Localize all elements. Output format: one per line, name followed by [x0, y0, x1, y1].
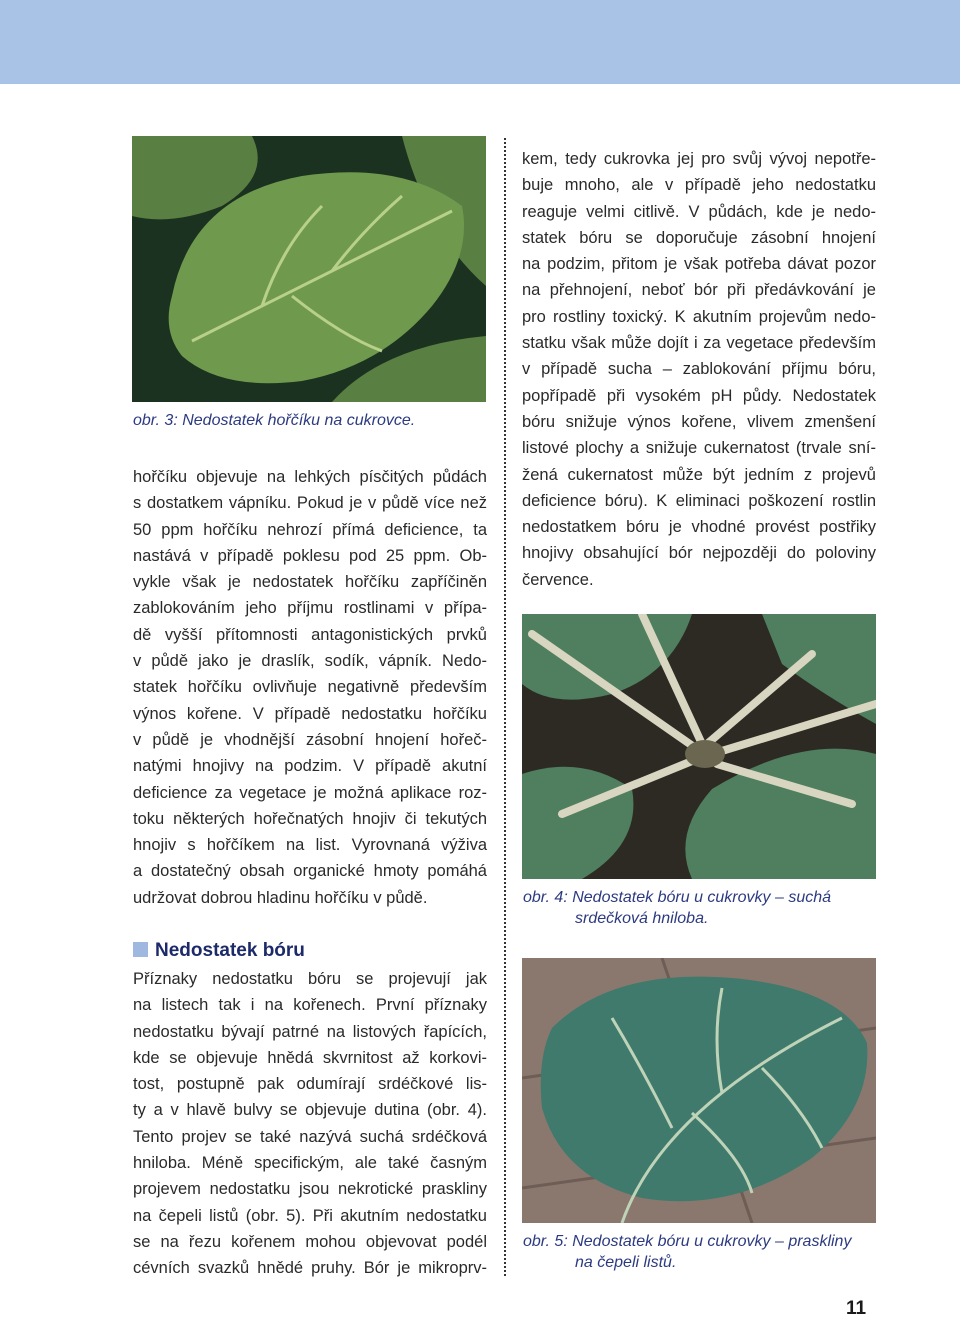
text-line: se na řezu kořenem mohou objevovat podél [133, 1232, 487, 1251]
text-line: vykle však je nedostatek hořčíku zapříčiněn [133, 573, 487, 592]
text-line: cévních svazků hnědé pruhy. Bór je mikroprv- [133, 1259, 487, 1278]
page-number: 11 [846, 1298, 867, 1319]
text-line: buje mnoho, ale v případě jeho nedostatku [522, 176, 876, 195]
text-line: hnojivy obsahující bór nejpozději do poloviny [522, 544, 876, 563]
boron-paragraph [133, 966, 487, 1282]
text-line: v půdě je vhodnější zásobní hnojení hořeč- [133, 730, 487, 749]
text-line: výnos kořene. V případě nedostatku hořčíku [133, 704, 487, 723]
text-line: statku však může dojít i za vegetace především [522, 334, 876, 353]
figure-4-image [522, 614, 876, 879]
text-line: kem, tedy cukrovka jej pro svůj vývoj nepotře- [522, 150, 876, 168]
text-line: v případě sucha – zablokování příjmu bóru, [522, 360, 876, 379]
text-line: žená cukernatost může být jedním z projevů [522, 465, 876, 484]
text-line: a dostatečný obsah organické hmoty pomáhá [133, 862, 487, 881]
text-line: hořčíku objevuje na lehkých písčitých půdách [133, 468, 487, 486]
figure-4-caption [523, 887, 877, 929]
text-line: statek hořčíku ovlivňuje negativně především [133, 678, 487, 697]
text-line: hniloba. Méně specifickým, ale také časným [133, 1154, 487, 1173]
text-line: Příznaky nedostatku bóru se projevují jak [133, 970, 487, 988]
text-line: nedostatkem bóru je vhodné provést postřiky [522, 518, 876, 537]
text-line: hnojiv s hořčíkem na list. Vyrovnaná výživa [133, 836, 487, 855]
section-heading-text: Nedostatek bóru [155, 940, 305, 961]
figure-5-image [522, 958, 876, 1223]
figure-4-caption-line: obr. 4: Nedostatek bóru u cukrovky – suchá [523, 889, 832, 906]
text-line: v půdě jako je draslík, sodík, vápník. Nedo- [133, 652, 487, 671]
text-line: statek bóru se doporučuje zásobní hnojení [522, 228, 876, 247]
section-heading [133, 939, 305, 963]
text-line: na čepeli listů (obr. 5). Při akutním nedostatku [133, 1206, 487, 1225]
boron-continued-paragraph [522, 146, 876, 593]
figure-4-caption-line: srdečková hniloba. [575, 910, 709, 927]
boron-paragraph-text [133, 966, 487, 1282]
figure-3-caption-line: obr. 3: Nedostatek hořčíku na cukrovce. [133, 412, 416, 429]
text-line: projevem nedostatku jsou nekrotické praskliny [133, 1180, 487, 1199]
boron-continued-text [522, 146, 876, 593]
magnesium-paragraph [133, 464, 487, 911]
text-line: července. [522, 570, 594, 589]
text-line: natými hnojivy na podzim. V případě akutní [133, 757, 487, 776]
magnesium-paragraph-text [133, 464, 487, 911]
top-color-band [0, 0, 960, 84]
text-line: toku některých hořečnatých hnojiv či tekutých [133, 809, 487, 828]
text-line: deficience bóru). K eliminaci poškození rostlin [522, 491, 876, 510]
figure-4-photo [522, 614, 876, 879]
figure-5-caption [523, 1231, 877, 1273]
fig4-crown [685, 740, 725, 768]
text-line: bóru snižuje výnos kořene, vlivem zmenšení [522, 412, 876, 431]
column-divider [504, 138, 506, 1276]
figure-5-caption-line: na čepeli listů. [575, 1254, 677, 1271]
text-line: na přehnojení, neboť bór při předávkování je [522, 281, 876, 300]
text-line: pro rostliny toxický. K akutním projevům nedo- [522, 307, 876, 326]
figure-3-photo [132, 136, 486, 402]
text-line: kde se objevuje hnědá skvrnitost až korkovi- [133, 1048, 487, 1067]
text-line: Tento projev se také nazývá suchá srdéčková [133, 1127, 487, 1146]
text-line: udržovat dobrou hladinu hořčíku v půdě. [133, 888, 428, 907]
text-line: nastává v případě poklesu pod 25 ppm. Ob- [133, 546, 487, 565]
figure-3-caption [133, 410, 487, 431]
text-line: popřípadě při vysokém pH půdy. Nedostatek [522, 386, 876, 405]
text-line: deficience za vegetace je možná aplikace roz- [133, 783, 487, 802]
figure-5-caption-line: obr. 5: Nedostatek bóru u cukrovky – praskliny [523, 1233, 852, 1250]
text-line: zablokováním jeho příjmu rostlinami v přípa- [133, 599, 487, 618]
text-line: s dostatkem vápníku. Pokud je v půdě více než [133, 494, 487, 513]
text-line: nedostatku bývají patrné na listových řapících, [133, 1022, 487, 1041]
text-line: reaguje velmi citlivě. V půdách, kde je nedo- [522, 202, 876, 221]
figure-5-photo [522, 958, 876, 1223]
text-line: ty a v hlavě bulvy se objevuje dutina (obr. 4). [133, 1101, 487, 1120]
figure-3-image [132, 136, 486, 402]
text-line: tost, postupně pak odumírají srdéčkové lis- [133, 1075, 487, 1094]
text-line: listové plochy a snižuje cukernatost (trvale sní- [522, 439, 876, 458]
text-line: dě vyšší přítomnosti antagonistických prvků [133, 625, 487, 644]
text-line: na listech tak i na kořenech. První příznaky [133, 996, 487, 1015]
text-line: na podzim, přitom je však potřeba dávat pozor [522, 255, 876, 274]
text-line: 50 ppm hořčíku nehrozí přímá deficience, ta [133, 520, 487, 539]
heading-square-icon [133, 942, 148, 957]
